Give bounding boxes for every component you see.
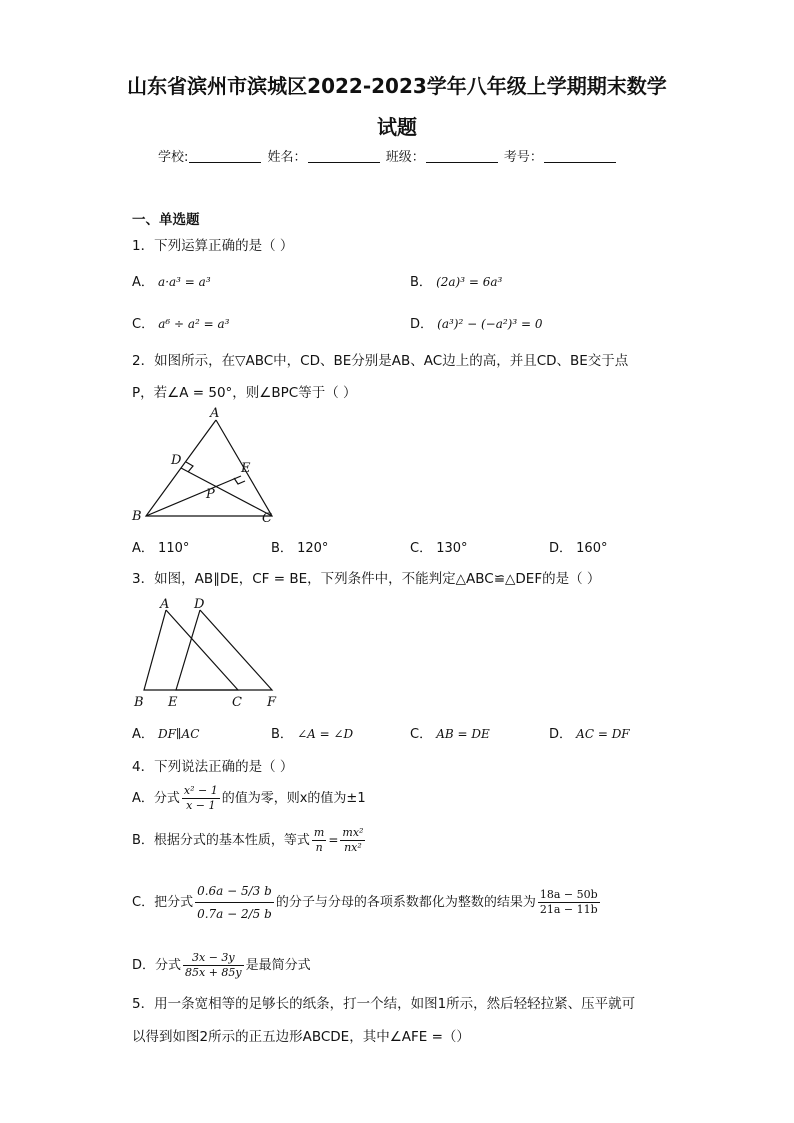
q2-right-angle-d (186, 462, 193, 472)
q3-label-c: C (232, 695, 242, 710)
q1-option-b (410, 271, 502, 290)
q4-option-d (132, 951, 311, 980)
name-blank (308, 150, 380, 163)
name-label: 姓名： (267, 150, 307, 165)
q1-b-label: B． (410, 275, 432, 290)
q2-a-value: 110° (158, 541, 190, 556)
q3-d-value: AC = DF (576, 727, 630, 741)
number-label: 考号： (503, 150, 543, 165)
q1-d-expr: (a³)² − (−a²)³ = 0 (437, 317, 543, 331)
q3-b-label: B． (271, 727, 293, 742)
q1-option-d (410, 313, 543, 332)
q5-line2: 以得到如图2所示的正五边形ABCDE，其中∠AFE =（） (132, 1029, 470, 1045)
q4-b-right-denominator: nx² (344, 841, 362, 854)
q3-label-d: D (194, 597, 205, 612)
exam-title-line1: 山东省滨州市滨城区2022-2023学年八年级上学期期末数学 (127, 74, 667, 98)
q4-b-fraction-right (340, 826, 365, 855)
q1-c-label: C． (132, 317, 155, 332)
q4-b-left-numerator: m (313, 826, 325, 839)
q2-label-d: D (171, 453, 182, 468)
q4-c-result-fraction (538, 888, 600, 917)
q4-option-a (132, 784, 366, 813)
q2-label-a: A (210, 406, 220, 421)
q1-c-expr: a⁶ ÷ a² = a³ (158, 317, 230, 331)
q1-b-expr: (2a)³ = 6a³ (436, 275, 503, 289)
q3-label-f: F (267, 695, 277, 710)
q3-option-d (549, 723, 630, 742)
q1-option-a (132, 271, 211, 290)
q3-option-a (132, 723, 199, 742)
q1-a-expr: a·a³ = a³ (158, 275, 211, 289)
q4-d-denominator: 85x + 85y (185, 966, 242, 979)
q3-figure (128, 592, 288, 712)
q3-option-b (271, 723, 353, 742)
q4-c-result-denominator: 21a − 11b (539, 903, 598, 916)
q3-label-e: E (168, 695, 178, 710)
q2-b-label: B． (271, 541, 293, 556)
q2-stem-line2: P，若∠A = 50°，则∠BPC等于（ ） (132, 385, 357, 401)
exam-title-line2: 试题 (377, 115, 417, 139)
q2-d-value: 160° (576, 541, 608, 556)
q3-a-label: A． (132, 727, 154, 742)
q4-b-right-numerator: mx² (342, 826, 364, 839)
q2-a-label: A． (132, 541, 154, 556)
q4-b-prefix: B．根据分式的基本性质，等式 (132, 833, 310, 848)
student-info-row (158, 146, 618, 165)
q1-option-c (132, 313, 229, 332)
q3-label-a: A (160, 597, 170, 612)
q2-b-value: 120° (297, 541, 329, 556)
section-heading: 一、单选题 (132, 212, 200, 228)
q2-option-d (549, 537, 607, 556)
q2-label-e: E (241, 461, 251, 476)
q1-a-label: A． (132, 275, 154, 290)
q3-stem: 3．如图，AB∥DE，CF = BE，下列条件中，不能判定△ABC≌△DEF的是（ ） (132, 571, 601, 587)
q4-option-c (132, 880, 602, 925)
q2-option-b (271, 537, 328, 556)
q3-label-b: B (134, 695, 144, 710)
q4-c-fraction (195, 880, 274, 925)
q3-b-value: ∠A = ∠D (297, 727, 354, 741)
q2-c-label: C． (410, 541, 433, 556)
q4-d-prefix: D．分式 (132, 958, 182, 973)
q4-c-prefix: C．把分式 (132, 895, 194, 910)
q1-d-label: D． (410, 317, 434, 332)
number-blank (544, 150, 616, 163)
q4-stem: 4．下列说法正确的是（ ） (132, 759, 294, 775)
q4-c-middle: 的分子与分母的各项系数都化为整数的结果为 (275, 895, 536, 910)
q3-a-value: DF∥AC (158, 727, 200, 741)
q3-option-c (410, 723, 490, 742)
q3-triangle-def (176, 610, 272, 690)
q4-a-fraction (182, 784, 220, 813)
q2-c-value: 130° (436, 541, 468, 556)
q2-label-b: B (132, 509, 142, 524)
q2-stem-line1: 2．如图所示，在▽ABC中，CD、BE分别是AB、AC边上的高，并且CD、BE交于点 (132, 353, 629, 369)
q3-c-value: AB = DE (436, 727, 490, 741)
q4-a-numerator: x² − 1 (183, 784, 218, 797)
q2-triangle-figure (128, 404, 288, 528)
q4-c-numerator: 0.6a − 5/3 b (195, 880, 274, 903)
q3-triangle-abc (144, 610, 238, 690)
q2-d-label: D． (549, 541, 573, 556)
class-blank (426, 150, 498, 163)
q4-option-b (132, 826, 367, 855)
q2-label-c: C (262, 511, 272, 526)
q3-d-label: D． (549, 727, 573, 742)
q1-stem: 1．下列运算正确的是（ ） (132, 238, 294, 254)
q4-d-fraction (183, 951, 244, 980)
q4-c-denominator: 0.7a − 2/5 b (197, 907, 272, 921)
q4-a-prefix: A．分式 (132, 791, 180, 806)
q4-c-result-numerator: 18a − 50b (539, 888, 598, 901)
q2-option-c (410, 537, 468, 556)
q4-b-equals: = (328, 833, 339, 847)
q4-a-denominator: x − 1 (186, 799, 216, 812)
school-blank (189, 150, 261, 163)
q4-b-fraction-left (312, 826, 326, 855)
q2-option-a (132, 537, 189, 556)
q2-label-p: P (206, 487, 215, 502)
q4-d-suffix: 是最简分式 (245, 958, 311, 973)
school-label: 学校: (158, 150, 189, 165)
q4-d-numerator: 3x − 3y (183, 951, 244, 966)
q4-b-left-denominator: n (315, 841, 323, 854)
class-label: 班级： (385, 150, 425, 165)
q3-c-label: C． (410, 727, 433, 742)
q4-a-suffix: 的值为零，则x的值为±1 (221, 791, 366, 806)
q5-line1: 5．用一条宽相等的足够长的纸条，打一个结，如图1所示，然后轻轻拉紧、压平就可 (132, 996, 636, 1012)
